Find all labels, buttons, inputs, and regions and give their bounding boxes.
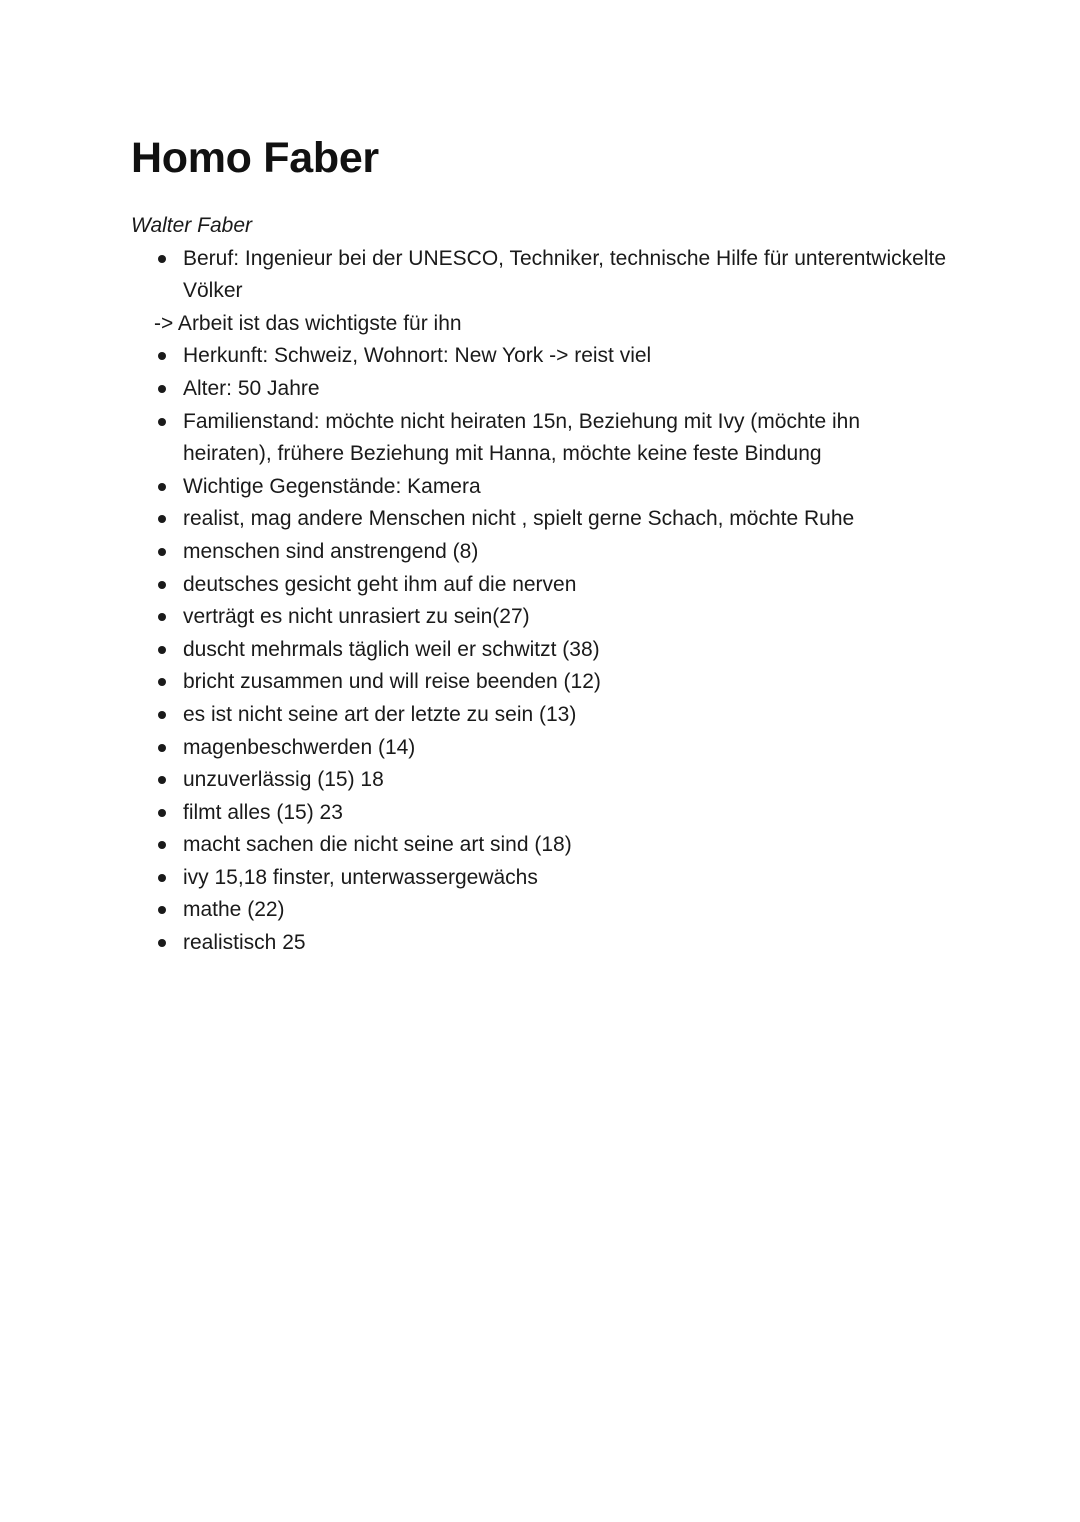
- list-item-text: Wichtige Gegenstände: Kamera: [183, 474, 481, 498]
- list-item: [131, 764, 951, 797]
- list-item-text: filmt alles (15) 23: [183, 800, 343, 824]
- list-item: [131, 797, 951, 830]
- list-item-text: realist, mag andere Menschen nicht , spielt gerne Schach, möchte Ruhe: [183, 507, 855, 531]
- list-item: [131, 666, 951, 699]
- bullet-icon: [158, 841, 166, 849]
- list-item: [131, 699, 951, 732]
- list-item-text: verträgt es nicht unrasiert zu sein(27): [183, 605, 530, 629]
- bullet-icon: [158, 255, 166, 263]
- bullet-icon: [158, 809, 166, 817]
- list-item-text: unzuverlässig (15) 18: [183, 768, 384, 792]
- bullet-icon: [158, 483, 166, 491]
- list-item-text: duscht mehrmals täglich weil er schwitzt (38): [183, 637, 600, 661]
- list-item-text: -> Arbeit ist das wichtigste für ihn: [154, 311, 462, 335]
- list-item: [131, 471, 951, 504]
- list-item: [131, 862, 951, 895]
- notes-list: [131, 243, 951, 960]
- character-name: Walter Faber: [131, 214, 252, 237]
- bullet-icon: [158, 581, 166, 589]
- bullet-icon: [158, 418, 166, 426]
- bullet-icon: [158, 352, 166, 360]
- list-item-text: ivy 15,18 finster, unterwassergewächs: [183, 865, 538, 889]
- bullet-icon: [158, 646, 166, 654]
- bullet-icon: [158, 678, 166, 686]
- list-item: [131, 243, 951, 308]
- bullet-icon: [158, 711, 166, 719]
- list-item-text: mathe (22): [183, 898, 285, 922]
- list-item-text: Herkunft: Schweiz, Wohnort: New York -> reist viel: [183, 344, 652, 368]
- bullet-icon: [158, 548, 166, 556]
- list-item: [131, 829, 951, 862]
- bullet-icon: [158, 939, 166, 947]
- list-item-text: realistisch 25: [183, 931, 306, 955]
- document-title: Homo Faber: [131, 134, 379, 182]
- list-item-text: Alter: 50 Jahre: [183, 376, 320, 400]
- list-item: [131, 373, 951, 406]
- arrow-note: [131, 308, 951, 341]
- list-item-text: Beruf: Ingenieur bei der UNESCO, Techniker, technische Hilfe für unterentwickelte Völker: [183, 246, 946, 303]
- list-item: [131, 634, 951, 667]
- document-page: [131, 132, 951, 960]
- list-item-text: Familienstand: möchte nicht heiraten 15n, Beziehung mit Ivy (möchte ihn heiraten), frühere Beziehung mit Hanna, möchte keine feste Bindung: [183, 409, 861, 466]
- bullet-icon: [158, 385, 166, 393]
- list-item-text: deutsches gesicht geht ihm auf die nerven: [183, 572, 577, 596]
- bullet-icon: [158, 776, 166, 784]
- bullet-icon: [158, 874, 166, 882]
- list-item: [131, 406, 951, 471]
- list-item: [131, 732, 951, 765]
- list-item-text: magenbeschwerden (14): [183, 735, 416, 759]
- list-item-text: macht sachen die nicht seine art sind (18): [183, 833, 572, 857]
- list-item: [131, 503, 951, 536]
- list-item: [131, 894, 951, 927]
- list-item: [131, 927, 951, 960]
- list-item-text: es ist nicht seine art der letzte zu sein (13): [183, 702, 577, 726]
- list-item: [131, 536, 951, 569]
- list-item: [131, 601, 951, 634]
- bullet-icon: [158, 515, 166, 523]
- bullet-icon: [158, 906, 166, 914]
- list-item-text: bricht zusammen und will reise beenden (12): [183, 670, 601, 694]
- list-item: [131, 569, 951, 602]
- bullet-icon: [158, 613, 166, 621]
- list-item-text: menschen sind anstrengend (8): [183, 539, 479, 563]
- list-item: [131, 340, 951, 373]
- bullet-icon: [158, 744, 166, 752]
